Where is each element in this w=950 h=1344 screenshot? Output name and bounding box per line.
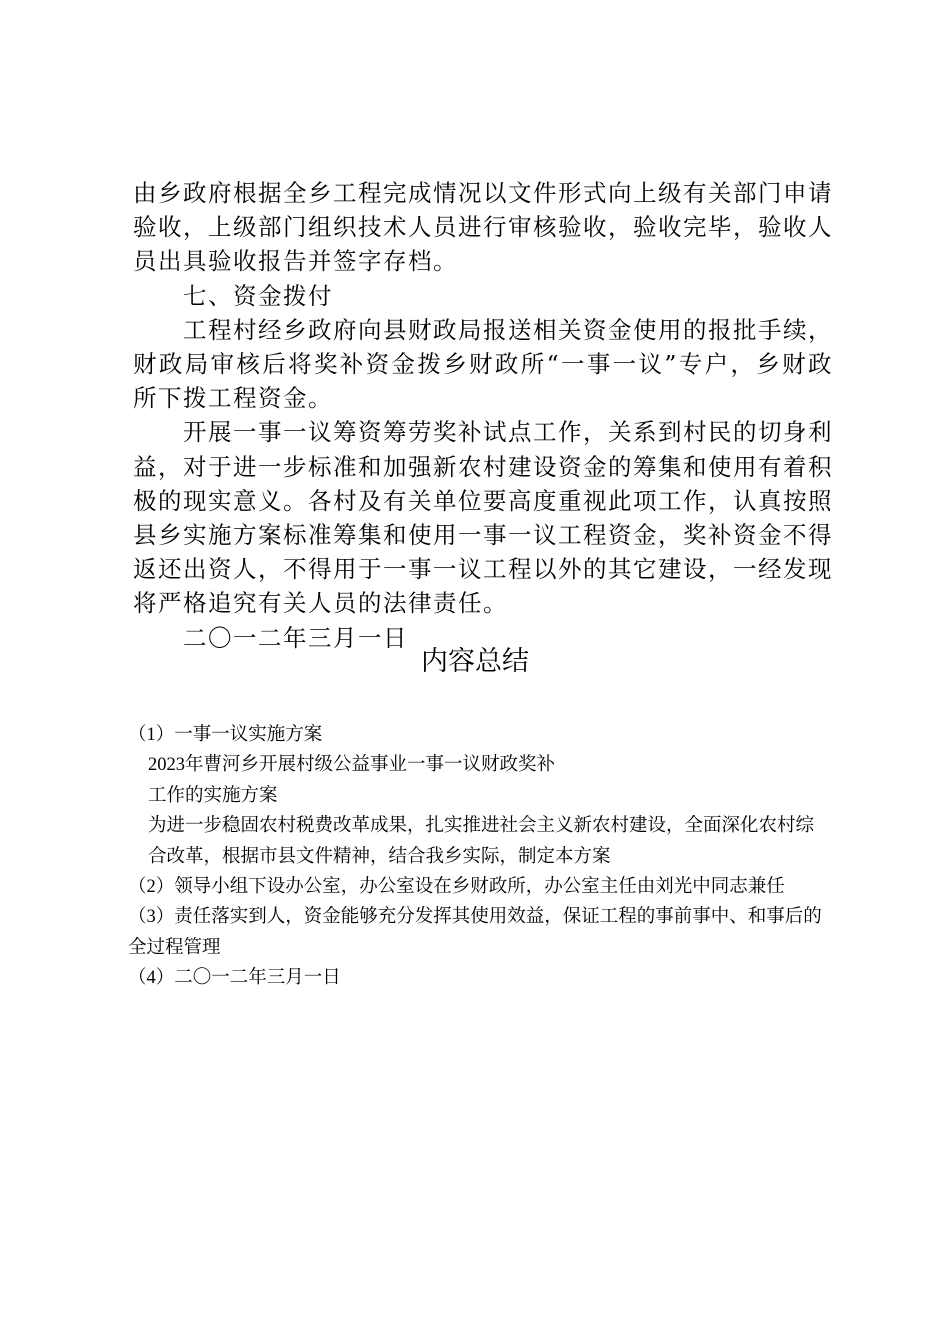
- paragraph-fund-allocation: 工程村经乡政府向县财政局报送相关资金使用的报批手续，财政局审核后将奖补资金拨乡财政所“一事一议”专户，乡财政所下拨工程资金。: [133, 315, 833, 413]
- summary-item-4: （4）二〇一二年三月一日: [128, 968, 341, 989]
- summary-item-2: （2）领导小组下设办公室，办公室设在乡财政所，办公室主任由刘光中同志兼任: [128, 877, 785, 898]
- summary-section: [128, 720, 828, 994]
- section-heading-fund-allocation: 七、资金拨付: [183, 281, 333, 310]
- paragraph-significance: 开展一事一议筹资筹劳奖补试点工作，关系到村民的切身利益，对于进一步标准和加强新农村建设资金的筹集和使用有着积极的现实意义。各村及有关单位要高度重视此项工作，认真按照县乡实施方案标准筹集和使用一事一议工程资金，奖补资金不得返还出资人，不得用于一事一议工程以外的其它建设，一经发现将严格追究有关人员的法律责任。: [133, 418, 833, 618]
- summary-item-1: （1）一事一议实施方案: [128, 725, 323, 745]
- summary-item-1-line-2: 2023年曹河乡开展村级公益事业一事一议财政奖补: [148, 755, 556, 776]
- summary-item-3: （3）责任落实到人，资金能够充分发挥其使用效益，保证工程的事前事中、和事后的全过程管理: [128, 907, 822, 958]
- summary-item-1-line-3: 工作的实施方案: [148, 785, 278, 806]
- document-date: 二〇一二年三月一日: [183, 623, 408, 652]
- summary-title: 内容总结: [421, 646, 529, 677]
- document-body: [133, 176, 833, 655]
- paragraph-acceptance: 由乡政府根据全乡工程完成情况以文件形式向上级有关部门申请验收，上级部门组织技术人员进行审核验收，验收完毕，验收人员出具验收报告并签字存档。: [133, 179, 833, 276]
- summary-item-1-line-4: 为进一步稳固农村税费改革成果，扎实推进社会主义新农村建设，全面深化农村综合改革，根据市县文件精神，结合我乡实际，制定本方案: [148, 816, 815, 867]
